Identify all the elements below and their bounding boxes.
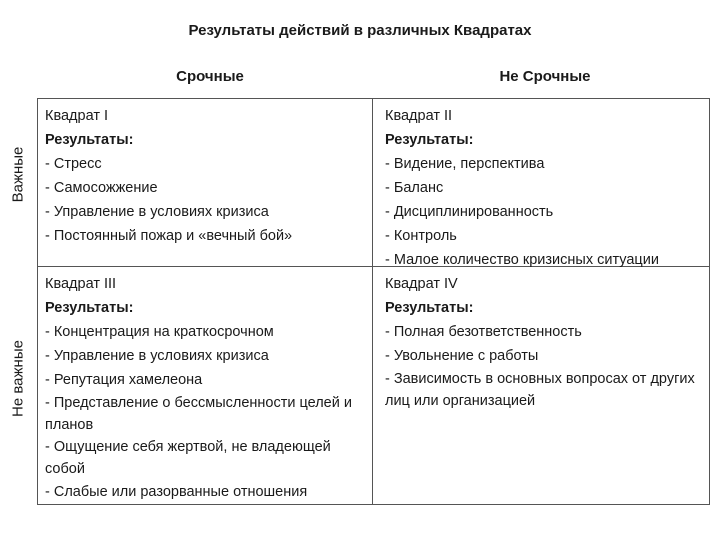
list-item: - Дисциплинированность xyxy=(385,204,554,220)
results-label: Результаты: xyxy=(45,132,134,148)
row-label-important: Важные xyxy=(9,146,27,203)
quadrant-3 xyxy=(45,272,370,504)
quadrant-title: Квадрат III xyxy=(45,276,117,292)
quadrant-title: Квадрат I xyxy=(45,108,109,124)
list-item: - Видение, перспектива xyxy=(385,156,545,172)
grid-divider-vertical xyxy=(372,98,373,505)
list-item: - Контроль xyxy=(385,228,457,244)
list-item: - Управление в условиях кризиса xyxy=(45,348,269,364)
results-list xyxy=(385,320,710,412)
page-title: Результаты действий в различных Квадратах xyxy=(188,22,532,39)
results-list xyxy=(45,320,370,504)
quadrant-4 xyxy=(385,272,710,412)
list-item: - Слабые или разорванные отношения xyxy=(45,484,308,500)
quadrant-title: Квадрат II xyxy=(385,108,453,124)
list-item: - Увольнение с работы xyxy=(385,348,539,364)
results-list xyxy=(385,152,710,272)
list-item: - Репутация хамелеона xyxy=(45,372,203,388)
results-list xyxy=(45,152,370,248)
list-item: - Концентрация на краткосрочном xyxy=(45,324,274,340)
list-item: - Представление о бессмысленности целей и планов xyxy=(45,395,352,433)
list-item: - Зависимость в основных вопросах от других лиц или организацией xyxy=(385,371,695,409)
row-label-not-important: Не важные xyxy=(9,340,27,417)
list-item: - Постоянный пожар и «вечный бой» xyxy=(45,228,293,244)
list-item: - Малое количество кризисных ситуации xyxy=(385,252,659,268)
list-item: - Полная безответственность xyxy=(385,324,582,340)
quadrant-1 xyxy=(45,104,370,248)
results-label: Результаты: xyxy=(385,132,474,148)
column-header-urgent: Срочные xyxy=(176,68,244,85)
list-item: - Баланс xyxy=(385,180,444,196)
list-item: - Ощущение себя жертвой, не владеющей собой xyxy=(45,439,331,477)
quadrant-title: Квадрат IV xyxy=(385,276,458,292)
quadrant-2 xyxy=(385,104,710,272)
list-item: - Стресс xyxy=(45,156,102,172)
results-label: Результаты: xyxy=(45,300,134,316)
column-header-not-urgent: Не Срочные xyxy=(499,68,591,85)
list-item: - Управление в условиях кризиса xyxy=(45,204,269,220)
list-item: - Самосожжение xyxy=(45,180,158,196)
results-label: Результаты: xyxy=(385,300,474,316)
